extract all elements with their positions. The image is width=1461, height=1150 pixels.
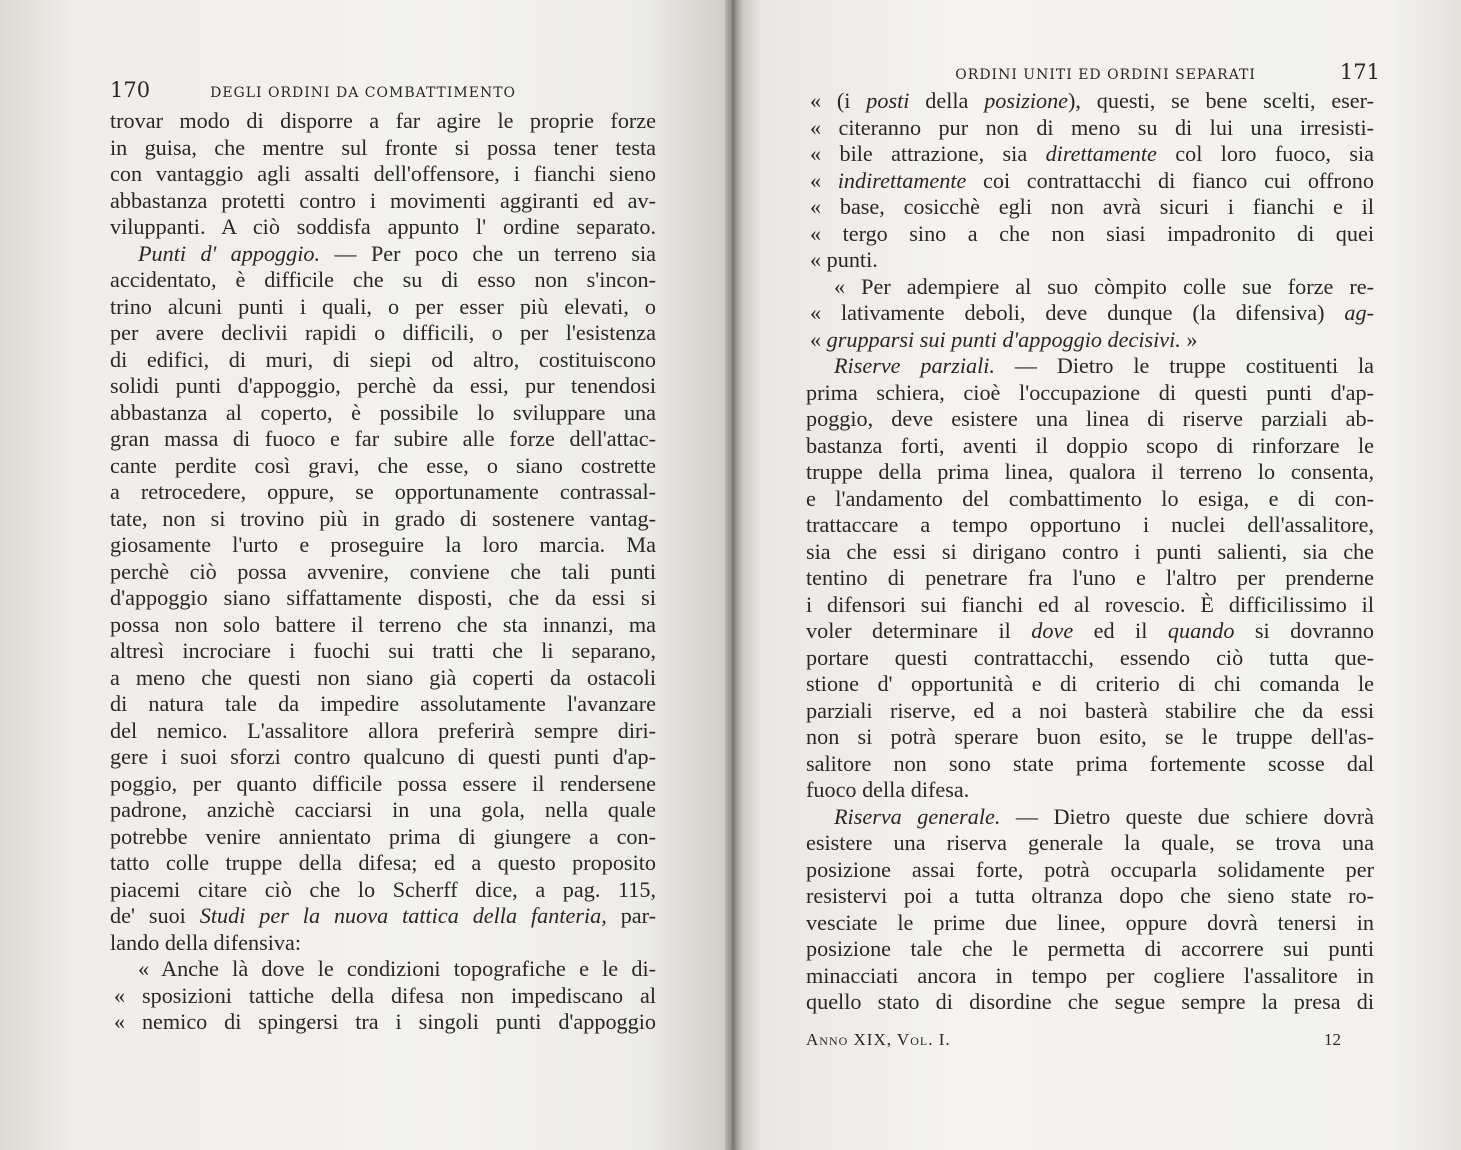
section-heading: Riserve parziali. <box>834 353 995 378</box>
footer-mark: 12 <box>1324 1030 1341 1049</box>
text-line: a retrocedere, oppure, se opportunamente contrassal- <box>110 479 656 504</box>
quote-line: « lativamente deboli, deve dunque (la difensiva) ag- <box>810 300 1374 325</box>
text-line: di natura tale da impedire assolutamente l'avanzare <box>110 691 656 716</box>
text-line: salitore non sono state prima fortemente scosse dal <box>806 750 1374 776</box>
text-line: posizione assai forte, potrà occuparla solidamente per <box>806 856 1374 882</box>
quote-line: « (i posti della posizione), questi, se bene scelti, eser- <box>810 88 1374 113</box>
text-line: quello stato di disordine che segue sempre la presa di <box>806 989 1374 1014</box>
text-line: non si potrà sperare buon esito, se le truppe dell'as- <box>806 724 1374 749</box>
text-line: poggio, deve esistere una linea di riserve parziali ab- <box>806 406 1374 431</box>
text-line: fuoco della difesa. <box>806 777 970 802</box>
page-footer <box>806 1030 1341 1050</box>
quote-line: « citeranno pur non di meno su di lui una irresisti- <box>810 114 1374 140</box>
text-line: potrebbe venire annientato prima di giungere a con- <box>110 823 656 849</box>
running-head: ORDINI UNITI ED ORDINI SEPARATI <box>955 67 1256 83</box>
quote-line: « tergo sino a che non siasi impadronito di quei <box>810 220 1374 246</box>
quote-line: « sposizioni tattiche della difesa non impediscano al <box>114 982 656 1008</box>
text-line: voler determinare il dove ed il quando si dovranno <box>806 618 1374 643</box>
text-line: possa non solo battere il terreno che sta innanzi, ma <box>110 611 656 637</box>
page-number: 170 <box>110 78 151 102</box>
text-line: viluppanti. A ciò soddisfa appunto l' ordine separato. <box>110 214 656 239</box>
quote-line: « grupparsi sui punti d'appoggio decisivi. » <box>810 326 1198 352</box>
text-line: con vantaggio agli assalti dell'offensore, i fianchi sieno <box>110 161 656 186</box>
text-line: esistere una riserva generale la quale, se trova una <box>806 830 1374 855</box>
text-line: gere i suoi sforzi contro qualcuno di questi punti d'ap- <box>110 744 656 769</box>
footer-signature: Anno XIX, Vol. I. <box>806 1030 951 1049</box>
text-line: del nemico. L'assalitore allora preferirà sempre diri- <box>110 717 656 743</box>
text-line: e l'andamento del combattimento lo esiga, e di con- <box>806 485 1374 511</box>
text-line: cante perdite così gravi, che esse, o siano costrette <box>110 452 656 478</box>
quote-line: « nemico di spingersi tra i singoli punti d'appoggio <box>114 1009 656 1034</box>
text-line: truppe della prima linea, qualora il terreno lo consenta, <box>806 459 1374 484</box>
text-line: altresì incrociare i fuochi sui tratti che li separano, <box>110 638 656 663</box>
text-line: trino alcuni punti i quali, o per esser più elevati, o <box>110 293 656 319</box>
text-line: di edifici, di muri, di siepi od altro, costituiscono <box>110 346 656 372</box>
text-line: portare questi contrattacchi, essendo ciò tutta que- <box>806 644 1374 670</box>
text-line: sia che essi si dirigano contro i punti salienti, sia che <box>806 538 1374 564</box>
running-head: DEGLI ORDINI DA COMBATTIMENTO <box>210 85 517 101</box>
text-line: posizione tale che le permetta di accorrere sui punti <box>806 936 1374 961</box>
right-page-body <box>806 88 1374 1016</box>
book-gutter <box>725 0 743 1150</box>
section-heading: Punti d' appoggio. <box>138 240 321 266</box>
text-line: Punti d' appoggio. — Per poco che un terreno sia <box>138 240 656 266</box>
quote-line: « Per adempiere al suo còmpito colle sue forze re- <box>834 273 1374 299</box>
section-heading: Riserva generale. <box>834 803 1001 829</box>
quote-line: « Anche là dove le condizioni topografiche e le di- <box>138 956 656 981</box>
text-line: lando della difensiva: <box>110 929 301 955</box>
text-line: accidentato, è difficile che su di esso non s'incon- <box>110 267 656 292</box>
text-line: trattaccare a tempo opportuno i nuclei dell'assalitore, <box>806 512 1374 537</box>
quote-line: « bile attrazione, sia direttamente col loro fuoco, sia <box>810 141 1374 166</box>
text-line: d'appoggio siano siffattamente disposti, che da essi si <box>110 585 656 610</box>
text-line: Riserva generale. — Dietro queste due schiere dovrà <box>834 803 1375 829</box>
text-line: piacemi citare ciò che lo Scherff dice, a pag. 115, <box>110 876 656 902</box>
text-line: gran massa di fuoco e far subire alle forze dell'attac- <box>110 426 656 451</box>
text-line: abbastanza protetti contro i movimenti aggiranti ed av- <box>110 187 656 213</box>
text-line: poggio, per quanto difficile possa essere il rendersene <box>110 770 656 796</box>
quote-line: « indirettamente coi contrattacchi di fianco cui offrono <box>810 167 1374 193</box>
text-line: Riserve parziali. — Dietro le truppe costituenti la <box>834 353 1375 378</box>
text-line: vesciate le prime due linee, oppure dovrà tenersi in <box>806 909 1374 935</box>
left-page-header <box>110 78 665 108</box>
right-page <box>732 0 1461 1150</box>
text-line: perchè ciò possa avvenire, conviene che tali punti <box>110 558 656 584</box>
text-line: tatto colle truppe della difesa; ed a questo proposito <box>110 850 656 875</box>
text-line: bastanza forti, aventi il doppio scopo di rinforzare le <box>806 432 1374 458</box>
right-page-header <box>812 60 1380 90</box>
text-line: per avere declivii rapidi o difficili, o per l'esistenza <box>110 320 656 345</box>
page-number: 171 <box>1339 60 1380 84</box>
text-line: in guisa, che mentre sul fronte si possa tener testa <box>110 134 656 160</box>
text-line: trovar modo di disporre a far agire le proprie forze <box>110 108 656 133</box>
text-line: de' suoi Studi per la nuova tattica della fanteria, par- <box>110 903 656 928</box>
quote-line: « base, cosicchè egli non avrà sicuri i fianchi e il <box>810 194 1374 219</box>
text-line: prima schiera, cioè l'occupazione di questi punti d'ap- <box>806 379 1374 405</box>
text-line: i difensori sui fianchi ed al rovescio. È difficilissimo il <box>806 591 1374 617</box>
text-line: stione d' opportunità e di criterio di chi comanda le <box>806 671 1374 696</box>
left-page-body <box>110 108 656 1036</box>
cited-title: Studi per la nuova tattica della fanteria, <box>185 903 607 928</box>
text-line: a meno che questi non siano già coperti da ostacoli <box>110 664 656 690</box>
text-line: minacciati ancora in tempo per cogliere l'assalitore in <box>806 962 1374 988</box>
text-line: abbastanza al coperto, è possibile lo sviluppare una <box>110 399 656 425</box>
text-line: solidi punti d'appoggio, perchè da essi, pur tenendosi <box>110 373 656 398</box>
text-line: padrone, anzichè cacciarsi in una gola, nella quale <box>110 797 656 822</box>
text-line: tate, non si trovino più in grado di sostenere vantag- <box>110 505 656 531</box>
text-line: parziali riserve, ed a noi basterà stabilire che da essi <box>806 697 1374 723</box>
text-line: giosamente l'urto e proseguire la loro marcia. Ma <box>110 532 656 557</box>
text-line: tentino di penetrare fra l'uno e l'altro per prenderne <box>806 565 1374 590</box>
text-line: resistervi poi a tutta oltranza dopo che sieno state ro- <box>806 883 1374 908</box>
quote-line: « punti. <box>810 247 878 272</box>
